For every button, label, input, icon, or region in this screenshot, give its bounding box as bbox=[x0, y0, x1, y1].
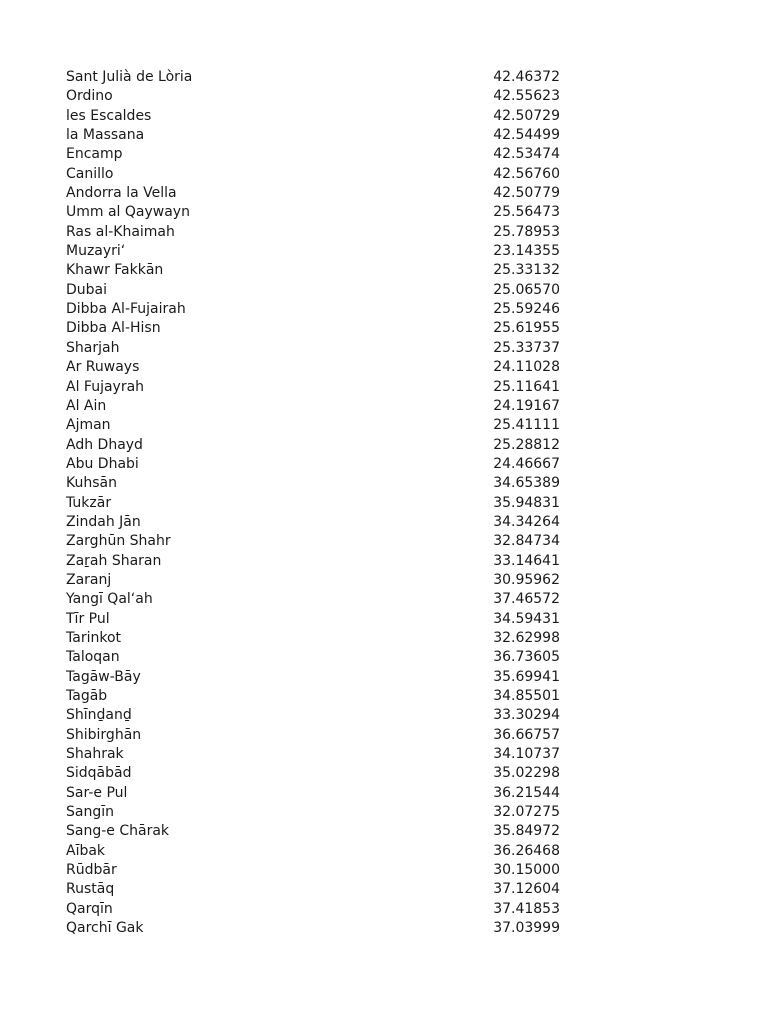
place-name: Qarchī Gak bbox=[66, 920, 144, 937]
table-row bbox=[66, 861, 560, 880]
table-row bbox=[66, 590, 560, 609]
table-row bbox=[66, 648, 560, 667]
latitude-value: 34.85501 bbox=[493, 688, 560, 704]
latitude-value: 36.66757 bbox=[493, 726, 560, 743]
table-row bbox=[66, 126, 560, 145]
latitude-value: 33.14641 bbox=[493, 552, 560, 569]
latitude-value: 42.55623 bbox=[493, 88, 560, 105]
table-row bbox=[66, 358, 560, 377]
latitude-value: 34.59431 bbox=[493, 610, 560, 627]
table-row bbox=[66, 416, 560, 435]
table-row bbox=[66, 571, 560, 590]
latitude-value: 34.10737 bbox=[493, 746, 560, 763]
table-row bbox=[66, 300, 560, 319]
place-name: Andorra la Vella bbox=[66, 185, 177, 202]
place-name: Rustāq bbox=[66, 881, 115, 898]
latitude-value: 25.61955 bbox=[493, 320, 560, 337]
table-row bbox=[66, 842, 560, 861]
place-name: Dubai bbox=[66, 281, 108, 298]
place-name: Shīnḏanḏ bbox=[66, 707, 132, 724]
latitude-value: 30.95962 bbox=[493, 571, 560, 588]
place-name: Shibirghān bbox=[66, 726, 142, 743]
latitude-value: 25.59246 bbox=[493, 301, 560, 318]
table-row bbox=[66, 532, 560, 551]
latitude-value: 32.84734 bbox=[493, 533, 560, 550]
latitude-value: 25.41111 bbox=[493, 417, 560, 434]
table-row bbox=[66, 610, 560, 629]
place-name: Kuhsān bbox=[66, 475, 117, 492]
place-name: la Massana bbox=[66, 127, 145, 144]
place-name: les Escaldes bbox=[66, 107, 152, 124]
table-row bbox=[66, 629, 560, 648]
place-name: Shahrak bbox=[66, 746, 124, 763]
table-row bbox=[66, 397, 560, 416]
table-row bbox=[66, 145, 560, 164]
table-row bbox=[66, 436, 560, 455]
latitude-value: 25.33132 bbox=[493, 262, 560, 279]
place-name: Al Ain bbox=[66, 397, 107, 414]
table-row bbox=[66, 494, 560, 513]
table-row bbox=[66, 68, 560, 87]
table-row bbox=[66, 223, 560, 242]
latitude-value: 24.11028 bbox=[493, 359, 560, 376]
place-name: Abu Dhabi bbox=[66, 455, 139, 472]
place-name: Ras al-Khaimah bbox=[66, 223, 175, 240]
place-name: Tagāw-Bāy bbox=[66, 668, 141, 685]
place-name: Taloqan bbox=[66, 649, 120, 666]
place-name: Sangīn bbox=[66, 804, 114, 821]
table-row bbox=[66, 668, 560, 687]
place-name: Muzayri‘ bbox=[66, 243, 126, 260]
place-name: Ajman bbox=[66, 417, 111, 434]
latitude-value: 32.62998 bbox=[493, 629, 560, 646]
place-name: Tīr Pul bbox=[66, 610, 110, 627]
table-row bbox=[66, 455, 560, 474]
latitude-value: 33.30294 bbox=[493, 707, 560, 724]
latitude-value: 25.78953 bbox=[493, 223, 560, 240]
table-row bbox=[66, 764, 560, 783]
table-row bbox=[66, 165, 560, 184]
table-row bbox=[66, 513, 560, 532]
latitude-value: 42.50729 bbox=[493, 107, 560, 124]
place-name: Sang-e Chārak bbox=[66, 823, 170, 840]
place-name: Adh Dhayd bbox=[66, 436, 143, 453]
latitude-value: 25.11641 bbox=[493, 378, 560, 395]
place-name: Ar Ruways bbox=[66, 359, 140, 376]
place-name: Rūdbār bbox=[66, 862, 117, 879]
table-row bbox=[66, 281, 560, 300]
table-row bbox=[66, 242, 560, 261]
table-row bbox=[66, 261, 560, 280]
latitude-value: 36.26468 bbox=[493, 842, 560, 859]
place-name: Tukzār bbox=[66, 494, 112, 511]
place-name: Dibba Al-Hisn bbox=[66, 320, 161, 337]
place-name: Sidqābād bbox=[66, 765, 132, 782]
table-row bbox=[66, 87, 560, 106]
place-name: Tagāb bbox=[66, 688, 108, 704]
place-name: Ordino bbox=[66, 88, 113, 105]
place-name: Aībak bbox=[66, 842, 106, 859]
latitude-value: 37.03999 bbox=[493, 920, 560, 937]
latitude-value: 35.02298 bbox=[493, 765, 560, 782]
place-name: Al Fujayrah bbox=[66, 378, 145, 395]
place-name: Tarinkot bbox=[66, 629, 121, 646]
latitude-value: 36.73605 bbox=[493, 649, 560, 666]
latitude-value: 25.28812 bbox=[493, 436, 560, 453]
latitude-value: 35.69941 bbox=[493, 668, 560, 685]
table-row bbox=[66, 706, 560, 725]
table-row bbox=[66, 900, 560, 919]
table-row bbox=[66, 803, 560, 822]
table-row bbox=[66, 880, 560, 899]
table-row bbox=[66, 339, 560, 358]
table-row bbox=[66, 745, 560, 764]
latitude-value: 42.53474 bbox=[493, 146, 560, 163]
table-row bbox=[66, 822, 560, 841]
latitude-value: 24.19167 bbox=[493, 397, 560, 414]
latitude-value: 35.84972 bbox=[493, 823, 560, 840]
table-row bbox=[66, 726, 560, 745]
latitude-value: 37.12604 bbox=[493, 881, 560, 898]
place-name: Sar-e Pul bbox=[66, 784, 128, 801]
place-name: Qarqīn bbox=[66, 900, 113, 917]
latitude-value: 42.50779 bbox=[493, 185, 560, 202]
latitude-value: 25.33737 bbox=[493, 339, 560, 356]
table-row bbox=[66, 687, 560, 706]
place-name: Encamp bbox=[66, 146, 123, 163]
place-name: Sharjah bbox=[66, 339, 120, 356]
table-row bbox=[66, 378, 560, 397]
latitude-value: 30.15000 bbox=[493, 862, 560, 879]
place-list bbox=[66, 68, 560, 938]
table-row bbox=[66, 203, 560, 222]
table-row bbox=[66, 107, 560, 126]
table-row bbox=[66, 319, 560, 338]
place-name: Dibba Al-Fujairah bbox=[66, 301, 186, 318]
place-name: Yangī Qal‘ah bbox=[66, 591, 153, 608]
latitude-value: 34.65389 bbox=[493, 475, 560, 492]
place-name: Khawr Fakkān bbox=[66, 262, 164, 279]
latitude-value: 25.06570 bbox=[493, 281, 560, 298]
latitude-value: 24.46667 bbox=[493, 455, 560, 472]
latitude-value: 42.46372 bbox=[493, 69, 560, 85]
latitude-value: 25.56473 bbox=[493, 204, 560, 221]
latitude-value: 37.41853 bbox=[493, 900, 560, 917]
latitude-value: 23.14355 bbox=[493, 243, 560, 260]
place-name: Zaṟah Sharan bbox=[66, 552, 162, 569]
latitude-value: 42.56760 bbox=[493, 165, 560, 182]
table-row bbox=[66, 784, 560, 803]
table-row bbox=[66, 184, 560, 203]
place-name: Canillo bbox=[66, 165, 114, 182]
place-name: Sant Julià de Lòria bbox=[66, 69, 193, 85]
latitude-value: 32.07275 bbox=[493, 804, 560, 821]
latitude-value: 36.21544 bbox=[493, 784, 560, 801]
latitude-value: 35.94831 bbox=[493, 494, 560, 511]
place-name: Umm al Qaywayn bbox=[66, 204, 190, 221]
latitude-value: 37.46572 bbox=[493, 591, 560, 608]
place-name: Zindah Jān bbox=[66, 513, 141, 530]
latitude-value: 42.54499 bbox=[493, 127, 560, 144]
latitude-value: 34.34264 bbox=[493, 513, 560, 530]
place-name: Zaranj bbox=[66, 571, 112, 588]
table-row bbox=[66, 919, 560, 938]
place-name: Zarghūn Shahr bbox=[66, 533, 171, 550]
table-row bbox=[66, 474, 560, 493]
table-row bbox=[66, 552, 560, 571]
